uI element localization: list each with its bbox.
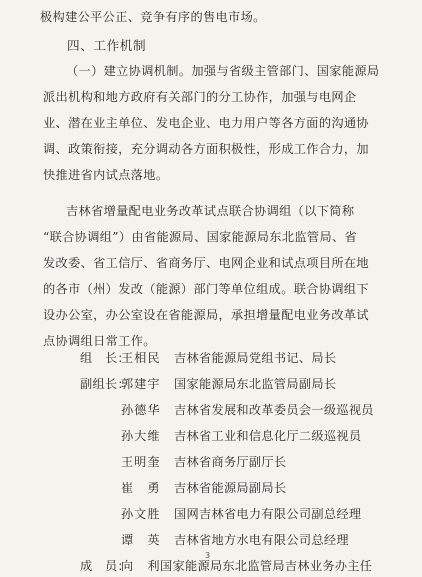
member-name: 郭建宇 <box>121 377 161 391</box>
member-name: 孙德华 <box>121 403 161 417</box>
paragraph-line: 吉林省增量配电业务改革试点联合协调组（以下简称 <box>66 204 355 218</box>
member-title: 吉林省能源局党组书记、局长 <box>174 351 337 365</box>
paragraph-line: 设办公室，办公室设在省能源局，承担增量配电业务改革试 <box>43 308 369 322</box>
paragraph-line: 业、潜在业主单位、发电企业、电力用户等各方面的沟通协 <box>43 116 369 130</box>
member-name: 王明奎 <box>121 455 161 469</box>
member-role: 组 长： <box>80 351 130 365</box>
member-name: 崔 勇 <box>121 481 161 495</box>
paragraph-line: 发改委、省工信厅、省商务厅、电网企业和试点项目所在地 <box>43 256 369 270</box>
paragraph-line: 快推进省内试点落地。 <box>43 168 169 182</box>
paragraph-line: 派出机构和地方政府有关部门的分工协作，加强与电网企 <box>43 90 357 104</box>
member-role: 成 员： <box>80 559 130 573</box>
member-role: 副组长： <box>80 377 130 391</box>
member-name: 孙文胜 <box>121 507 161 521</box>
paragraph-line: 点协调组日常工作。 <box>43 334 156 348</box>
member-name: 向 利 <box>121 559 161 573</box>
member-title: 国家能源局东北监管局吉林业务办主任 <box>160 559 373 573</box>
top-continuation-line: 极构建公平公正、竞争有序的售电市场。 <box>40 10 266 24</box>
member-name: 王相民 <box>121 351 161 365</box>
member-title: 吉林省地方水电有限公司总经理 <box>174 533 349 547</box>
member-title: 吉林省发展和改革委员会一级巡视员 <box>174 403 374 417</box>
section-heading: 四、工作机制 <box>67 38 147 53</box>
member-title: 吉林省工业和信息化厅二级巡视员 <box>174 429 362 443</box>
member-title: 国家能源局东北监管局副局长 <box>174 377 337 391</box>
member-title: 吉林省能源局副局长 <box>174 481 287 495</box>
page-number: 3 <box>205 551 211 560</box>
paragraph-line: “联合协调组”）由省能源局、国家能源局东北监管局、省 <box>43 230 358 244</box>
paragraph-line: 的各市（州）发改（能源）部门等单位组成。联合协调组下 <box>43 282 369 296</box>
member-name: 谭 英 <box>121 533 161 547</box>
member-name: 孙大维 <box>121 429 161 443</box>
paragraph-line: （一）建立协调机制。加强与省级主管部门、国家能源局 <box>66 64 380 78</box>
member-title: 国网吉林省电力有限公司副总经理 <box>174 507 362 521</box>
member-title: 吉林省商务厅副厅长 <box>174 455 287 469</box>
paragraph-line: 调、政策衔接，充分调动各方面积极性，形成工作合力，加 <box>43 142 369 156</box>
